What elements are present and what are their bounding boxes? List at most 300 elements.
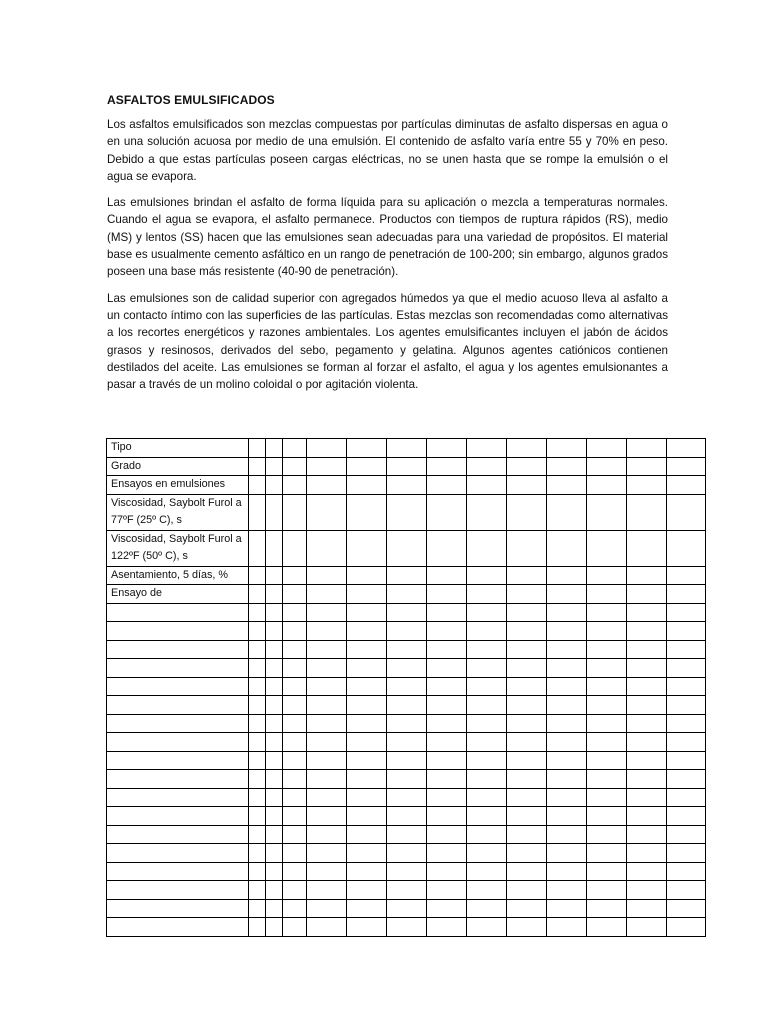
table-cell xyxy=(427,677,467,696)
table-cell xyxy=(266,918,283,937)
table-cell xyxy=(266,751,283,770)
table-cell xyxy=(587,677,627,696)
table-cell xyxy=(283,659,307,678)
table-cell xyxy=(387,530,427,566)
table-cell xyxy=(467,696,507,715)
table-cell xyxy=(667,659,706,678)
table-cell xyxy=(627,603,667,622)
table-cell xyxy=(266,899,283,918)
table-cell xyxy=(283,640,307,659)
paragraph-3: Las emulsiones son de calidad superior con agregados húmedos ya que el medio acuoso lleva al asfalto a un contacto íntimo con las superficies de las partículas. Estas mezclas son recomendadas como alternativas a los recortes energéticos y razones ambientales. Los agentes emulsificantes incluyen el jabón de ácidos grasos y resinosos, derivados del sebo, pegamento y gelatina. Algunos agentes catiónicos contienen destilados del aceite. Las emulsiones se forman al forzar el asfalto, el agua y los agentes emulsionantes a pasar a través de un molino coloidal o por agitación violenta. xyxy=(107,291,668,392)
table-cell xyxy=(627,659,667,678)
table-cell xyxy=(307,881,347,900)
table-cell xyxy=(283,881,307,900)
table-cell xyxy=(307,530,347,566)
table-cell xyxy=(427,696,467,715)
table-cell xyxy=(347,751,387,770)
table-cell xyxy=(266,770,283,789)
table-cell xyxy=(507,622,547,641)
row-label-cell xyxy=(107,899,249,918)
table-cell xyxy=(667,733,706,752)
table-cell xyxy=(627,733,667,752)
table-cell xyxy=(307,918,347,937)
table-cell xyxy=(249,530,266,566)
table-cell xyxy=(507,881,547,900)
table-cell xyxy=(467,439,507,458)
table-cell xyxy=(627,640,667,659)
table-cell xyxy=(467,825,507,844)
table-cell xyxy=(249,751,266,770)
table-cell xyxy=(307,862,347,881)
table-cell xyxy=(307,457,347,476)
table-cell xyxy=(387,918,427,937)
table-cell xyxy=(547,714,587,733)
table-cell xyxy=(283,751,307,770)
table-cell xyxy=(627,807,667,826)
table-cell xyxy=(507,862,547,881)
table-cell xyxy=(347,603,387,622)
table-row xyxy=(107,844,706,863)
table-cell xyxy=(249,494,266,530)
table-row xyxy=(107,825,706,844)
table-cell xyxy=(249,899,266,918)
row-label-cell: Viscosidad, Saybolt Furol a 122ºF (50º C), s xyxy=(107,530,249,566)
table-cell xyxy=(307,677,347,696)
table-row xyxy=(107,751,706,770)
table-cell xyxy=(347,696,387,715)
table-cell xyxy=(427,733,467,752)
row-label-cell xyxy=(107,640,249,659)
table-cell xyxy=(427,640,467,659)
table-cell xyxy=(627,566,667,585)
table-cell xyxy=(387,807,427,826)
table-cell xyxy=(249,918,266,937)
table-cell xyxy=(507,677,547,696)
table-cell xyxy=(266,677,283,696)
table-cell xyxy=(627,918,667,937)
table-cell xyxy=(507,457,547,476)
table-cell xyxy=(587,733,627,752)
table-cell xyxy=(667,751,706,770)
table-cell xyxy=(587,622,627,641)
table-cell xyxy=(667,439,706,458)
table-cell xyxy=(387,640,427,659)
table-row xyxy=(107,788,706,807)
row-label-cell xyxy=(107,918,249,937)
table-cell xyxy=(507,476,547,495)
table-cell xyxy=(347,566,387,585)
table-cell xyxy=(347,807,387,826)
table-cell xyxy=(307,770,347,789)
table-cell xyxy=(547,476,587,495)
table-cell xyxy=(283,677,307,696)
table-cell xyxy=(587,844,627,863)
table-cell xyxy=(387,899,427,918)
table-cell xyxy=(387,494,427,530)
row-label-cell: Ensayos en emulsiones xyxy=(107,476,249,495)
table-cell xyxy=(307,733,347,752)
table-cell xyxy=(266,530,283,566)
table-cell xyxy=(347,494,387,530)
table-row xyxy=(107,585,706,604)
table-cell xyxy=(347,881,387,900)
table-cell xyxy=(387,788,427,807)
table-cell xyxy=(249,862,266,881)
table-row xyxy=(107,770,706,789)
row-label-cell xyxy=(107,770,249,789)
table-cell xyxy=(547,640,587,659)
table-cell xyxy=(587,603,627,622)
table-cell xyxy=(547,566,587,585)
table-cell xyxy=(249,825,266,844)
table-cell xyxy=(507,770,547,789)
table-cell xyxy=(507,439,547,458)
table-cell xyxy=(266,807,283,826)
table-cell xyxy=(587,585,627,604)
table-row xyxy=(107,677,706,696)
table-cell xyxy=(547,439,587,458)
table-cell xyxy=(587,696,627,715)
table-row xyxy=(107,457,706,476)
table-cell xyxy=(587,494,627,530)
table-cell xyxy=(249,457,266,476)
table-cell xyxy=(266,585,283,604)
table-cell xyxy=(283,825,307,844)
table-cell xyxy=(627,622,667,641)
table-cell xyxy=(507,585,547,604)
table-cell xyxy=(347,659,387,678)
table-row xyxy=(107,881,706,900)
table-cell xyxy=(467,457,507,476)
table-cell xyxy=(347,862,387,881)
table-cell xyxy=(547,862,587,881)
table-row xyxy=(107,603,706,622)
table-cell xyxy=(387,881,427,900)
table-cell xyxy=(667,677,706,696)
table-cell xyxy=(266,862,283,881)
table-cell xyxy=(667,603,706,622)
table-cell xyxy=(266,494,283,530)
table-cell xyxy=(587,457,627,476)
row-label-cell xyxy=(107,788,249,807)
table-cell xyxy=(347,844,387,863)
row-label-cell xyxy=(107,677,249,696)
table-cell xyxy=(266,844,283,863)
table-cell xyxy=(507,899,547,918)
table-cell xyxy=(266,603,283,622)
table-cell xyxy=(587,788,627,807)
table-cell xyxy=(249,585,266,604)
table-cell xyxy=(283,585,307,604)
table-cell xyxy=(307,714,347,733)
table-cell xyxy=(266,439,283,458)
table-cell xyxy=(387,566,427,585)
table-cell xyxy=(547,788,587,807)
table-cell xyxy=(283,807,307,826)
table-cell xyxy=(266,881,283,900)
table-cell xyxy=(307,439,347,458)
table-cell xyxy=(667,585,706,604)
table-cell xyxy=(427,622,467,641)
table-cell xyxy=(587,881,627,900)
table-cell xyxy=(547,585,587,604)
table-cell xyxy=(507,696,547,715)
table-cell xyxy=(507,659,547,678)
table-cell xyxy=(347,439,387,458)
table-cell xyxy=(467,770,507,789)
table-cell xyxy=(467,918,507,937)
table-cell xyxy=(587,659,627,678)
emulsion-test-table-wrap xyxy=(106,438,706,937)
table-cell xyxy=(627,899,667,918)
table-cell xyxy=(467,677,507,696)
row-label-cell xyxy=(107,751,249,770)
table-row xyxy=(107,918,706,937)
table-cell xyxy=(427,494,467,530)
table-cell xyxy=(266,788,283,807)
table-cell xyxy=(667,640,706,659)
table-cell xyxy=(283,733,307,752)
table-cell xyxy=(427,788,467,807)
table-cell xyxy=(587,566,627,585)
table-cell xyxy=(667,788,706,807)
row-label-cell xyxy=(107,862,249,881)
table-cell xyxy=(547,770,587,789)
table-cell xyxy=(627,457,667,476)
table-cell xyxy=(427,844,467,863)
paragraph-2: Las emulsiones brindan el asfalto de forma líquida para su aplicación o mezcla a temperaturas normales. Cuando el agua se evapora, el asfalto permanece. Productos con tiempos de ruptura rápidos (RS), medio (MS) y lentos (SS) hacen que las emulsiones sean adecuadas para una variedad de propósitos. El material base es usualmente cemento asfáltico en un rango de penetración de 100-200; sin embargo, algunos grados poseen una base más resistente (40-90 de penetración). xyxy=(107,196,668,279)
table-cell xyxy=(387,439,427,458)
table-cell xyxy=(347,640,387,659)
row-label-cell: Asentamiento, 5 días, % xyxy=(107,566,249,585)
row-label-cell: Viscosidad, Saybolt Furol a 77ºF (25º C), s xyxy=(107,494,249,530)
table-cell xyxy=(266,640,283,659)
table-cell xyxy=(387,677,427,696)
table-cell xyxy=(387,714,427,733)
table-cell xyxy=(667,566,706,585)
table-cell xyxy=(249,807,266,826)
table-cell xyxy=(266,622,283,641)
table-cell xyxy=(283,696,307,715)
table-cell xyxy=(249,603,266,622)
table-cell xyxy=(547,457,587,476)
table-cell xyxy=(266,733,283,752)
table-cell xyxy=(427,659,467,678)
table-cell xyxy=(249,770,266,789)
table-cell xyxy=(547,696,587,715)
table-cell xyxy=(467,530,507,566)
table-cell xyxy=(507,825,547,844)
table-cell xyxy=(587,899,627,918)
table-cell xyxy=(387,770,427,789)
table-cell xyxy=(249,640,266,659)
table-row xyxy=(107,439,706,458)
table-row xyxy=(107,640,706,659)
table-cell xyxy=(467,640,507,659)
table-cell xyxy=(427,530,467,566)
table-cell xyxy=(547,494,587,530)
table-cell xyxy=(427,807,467,826)
table-cell xyxy=(427,566,467,585)
table-cell xyxy=(387,696,427,715)
table-cell xyxy=(587,476,627,495)
table-cell xyxy=(307,899,347,918)
table-cell xyxy=(307,476,347,495)
table-cell xyxy=(283,622,307,641)
table-cell xyxy=(627,788,667,807)
table-cell xyxy=(547,530,587,566)
table-cell xyxy=(467,585,507,604)
table-cell xyxy=(307,622,347,641)
table-cell xyxy=(283,918,307,937)
row-label-cell xyxy=(107,807,249,826)
table-cell xyxy=(427,457,467,476)
table-cell xyxy=(667,881,706,900)
table-cell xyxy=(547,881,587,900)
table-cell xyxy=(467,476,507,495)
row-label-cell xyxy=(107,622,249,641)
table-cell xyxy=(249,622,266,641)
table-cell xyxy=(249,476,266,495)
table-cell xyxy=(667,899,706,918)
row-label-cell xyxy=(107,881,249,900)
table-cell xyxy=(627,677,667,696)
table-cell xyxy=(427,585,467,604)
table-cell xyxy=(307,788,347,807)
table-cell xyxy=(283,530,307,566)
row-label-cell: Tipo xyxy=(107,439,249,458)
table-cell xyxy=(266,457,283,476)
document-title: ASFALTOS EMULSIFICADOS xyxy=(107,93,275,107)
table-row xyxy=(107,862,706,881)
table-cell xyxy=(507,751,547,770)
table-cell xyxy=(283,494,307,530)
table-cell xyxy=(507,733,547,752)
table-cell xyxy=(467,881,507,900)
table-cell xyxy=(667,530,706,566)
table-cell xyxy=(587,751,627,770)
table-cell xyxy=(467,494,507,530)
table-cell xyxy=(249,659,266,678)
table-cell xyxy=(347,530,387,566)
table-cell xyxy=(347,622,387,641)
table-cell xyxy=(667,476,706,495)
table-cell xyxy=(307,659,347,678)
table-cell xyxy=(627,696,667,715)
table-cell xyxy=(547,844,587,863)
table-cell xyxy=(249,566,266,585)
table-cell xyxy=(347,476,387,495)
table-cell xyxy=(547,751,587,770)
table-cell xyxy=(283,457,307,476)
table-cell xyxy=(667,494,706,530)
table-cell xyxy=(667,918,706,937)
table-cell xyxy=(347,677,387,696)
table-cell xyxy=(667,457,706,476)
table-cell xyxy=(507,807,547,826)
table-cell xyxy=(667,770,706,789)
emulsion-test-table xyxy=(106,438,706,937)
table-cell xyxy=(283,788,307,807)
table-cell xyxy=(627,714,667,733)
table-cell xyxy=(249,733,266,752)
table-cell xyxy=(387,457,427,476)
row-label-cell xyxy=(107,844,249,863)
table-cell xyxy=(427,603,467,622)
table-cell xyxy=(249,844,266,863)
table-cell xyxy=(467,659,507,678)
table-cell xyxy=(387,751,427,770)
table-cell xyxy=(387,733,427,752)
table-cell xyxy=(667,807,706,826)
table-cell xyxy=(547,899,587,918)
table-cell xyxy=(283,566,307,585)
table-cell xyxy=(587,807,627,826)
table-cell xyxy=(387,825,427,844)
table-cell xyxy=(347,770,387,789)
table-cell xyxy=(427,862,467,881)
table-cell xyxy=(266,714,283,733)
row-label-cell xyxy=(107,825,249,844)
table-cell xyxy=(387,844,427,863)
table-cell xyxy=(627,585,667,604)
table-cell xyxy=(387,603,427,622)
table-cell xyxy=(266,476,283,495)
table-cell xyxy=(427,899,467,918)
table-cell xyxy=(547,733,587,752)
row-label-cell: Grado xyxy=(107,457,249,476)
row-label-cell xyxy=(107,714,249,733)
table-cell xyxy=(387,659,427,678)
row-label-cell xyxy=(107,733,249,752)
table-cell xyxy=(266,659,283,678)
table-cell xyxy=(249,439,266,458)
table-cell xyxy=(266,566,283,585)
table-row xyxy=(107,659,706,678)
table-cell xyxy=(427,881,467,900)
table-cell xyxy=(427,770,467,789)
table-cell xyxy=(427,439,467,458)
table-cell xyxy=(467,603,507,622)
table-cell xyxy=(507,494,547,530)
row-label-cell xyxy=(107,603,249,622)
table-cell xyxy=(307,585,347,604)
table-cell xyxy=(467,862,507,881)
table-cell xyxy=(283,476,307,495)
table-cell xyxy=(427,714,467,733)
table-cell xyxy=(307,640,347,659)
table-cell xyxy=(627,439,667,458)
table-cell xyxy=(347,788,387,807)
table-cell xyxy=(547,659,587,678)
table-cell xyxy=(249,677,266,696)
table-cell xyxy=(547,603,587,622)
table-cell xyxy=(627,862,667,881)
table-cell xyxy=(547,807,587,826)
table-cell xyxy=(427,918,467,937)
table-row xyxy=(107,714,706,733)
table-cell xyxy=(467,751,507,770)
table-cell xyxy=(667,714,706,733)
row-label-cell xyxy=(107,659,249,678)
table-cell xyxy=(249,881,266,900)
table-cell xyxy=(307,825,347,844)
table-cell xyxy=(387,585,427,604)
table-cell xyxy=(587,439,627,458)
table-cell xyxy=(266,696,283,715)
table-cell xyxy=(347,585,387,604)
table-cell xyxy=(387,622,427,641)
